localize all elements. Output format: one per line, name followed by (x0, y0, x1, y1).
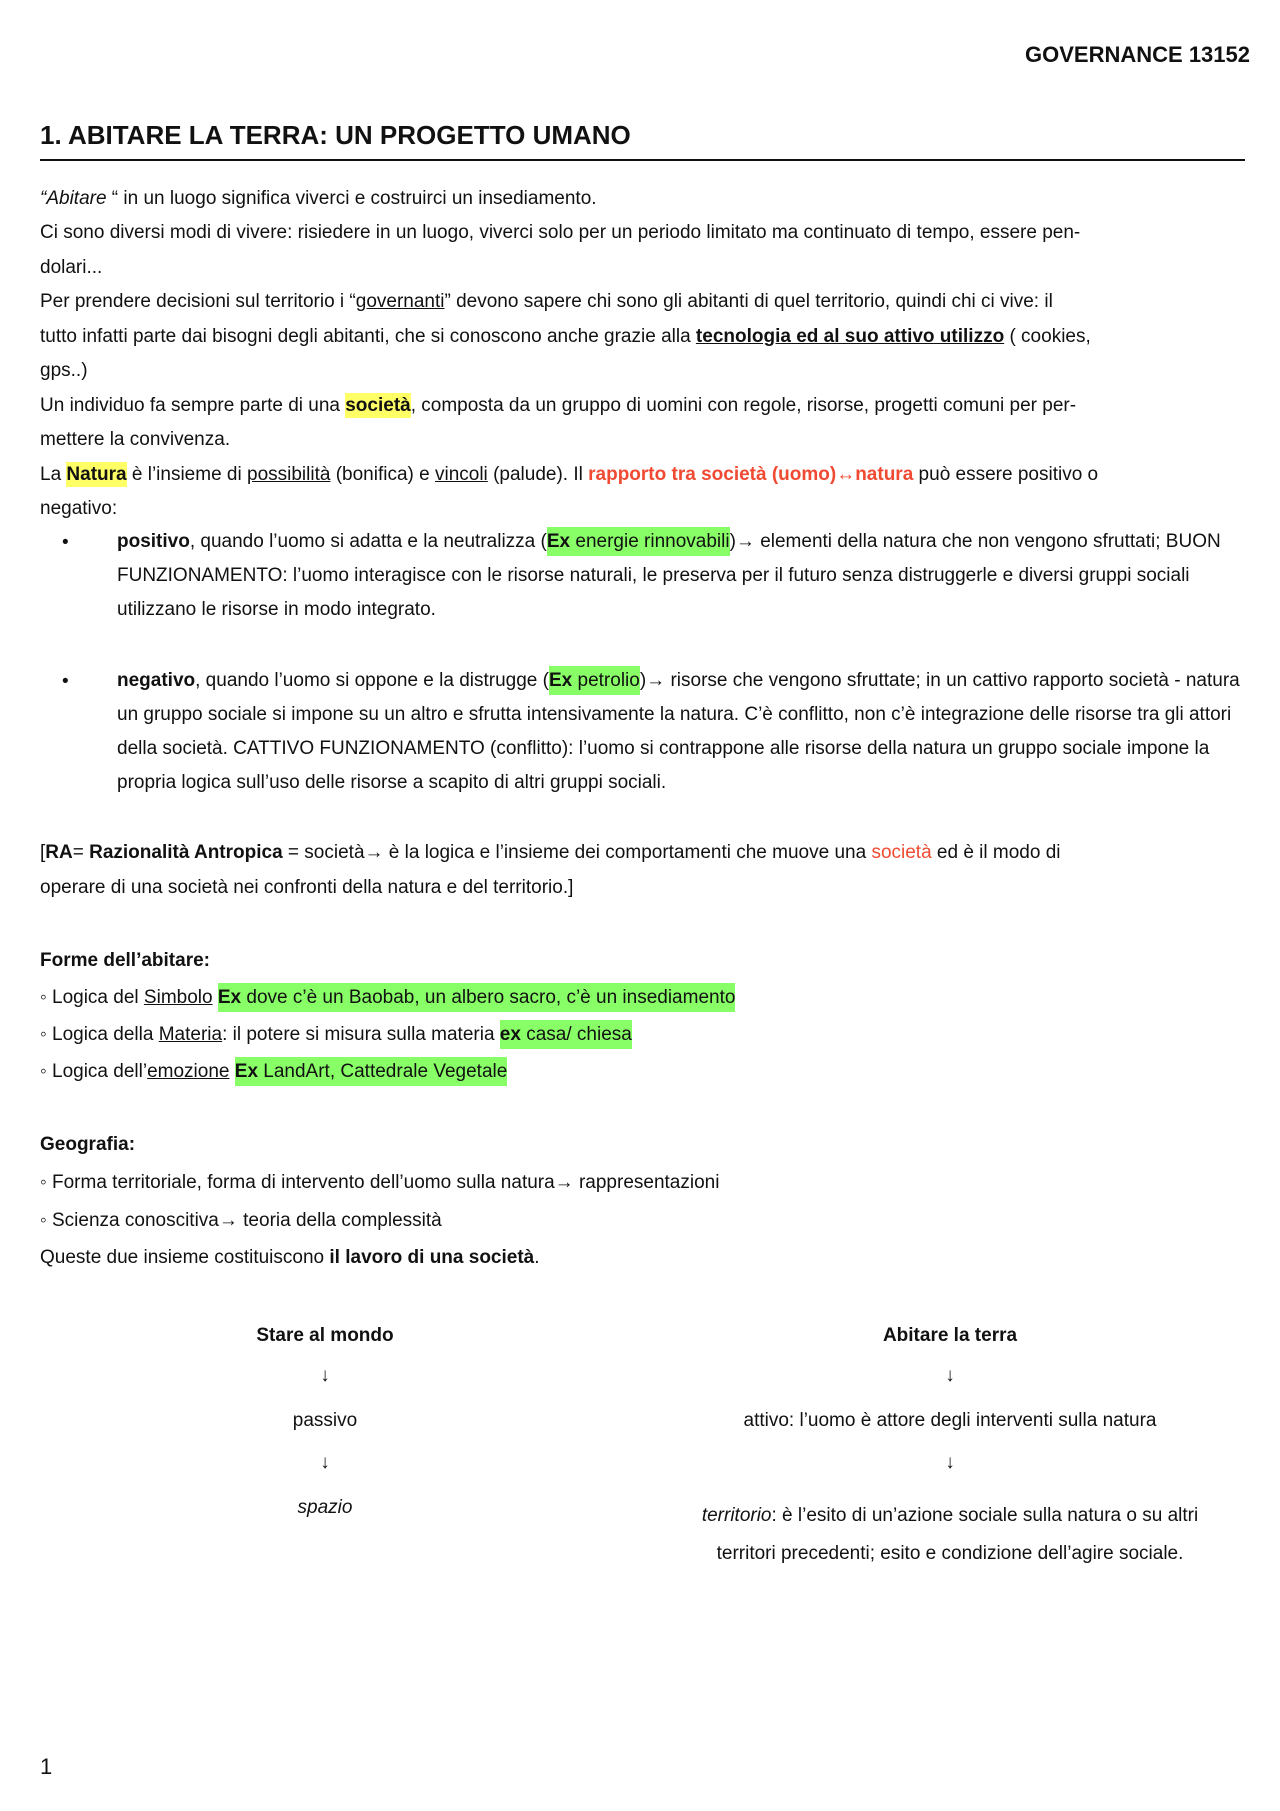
natura-highlight: Natura (66, 464, 127, 485)
column-end: territorio: è l’esito di un’azione sociale sulla natura o su altri territori precedenti; esito e condizione dell’agire sociale. (701, 1505, 1199, 1564)
intro-line-5: tutto infatti parte dai bisogni degli abitanti, che si conoscono anche grazie alla tecnologia ed al suo attivo utilizzo ( cookies, (40, 326, 1091, 347)
intro-line-8: mettere la convivenza. (40, 429, 231, 450)
societa-highlight: società (345, 395, 411, 416)
geografia-heading: Geografia: (40, 1134, 136, 1155)
intro-line-2: Ci sono diversi modi di vivere: risiedere in un luogo, viverci solo per un periodo limitato ma continuato di tempo, essere pen- (40, 222, 1081, 243)
column-title: Stare al mondo (256, 1325, 394, 1346)
geografia-item: ◦ Forma territoriale, forma di intervento dell’uomo sulla natura→ rappresentazioni (40, 1172, 720, 1193)
bullet-dot-positivo: • (62, 532, 69, 553)
example-highlight: Ex LandArt, Cattedrale Vegetale (235, 1057, 508, 1086)
bullet-dot-negativo: • (62, 671, 69, 692)
column-abitare-la-terra (660, 1325, 1240, 1573)
down-arrow: ↓ (945, 1365, 955, 1386)
ra-line-1: [RA= Razionalità Antropica = società→ è la logica e l’insieme dei comportamenti che muove una società ed è il modo di (40, 842, 1061, 863)
intro-line-3: dolari... (40, 257, 103, 278)
tecnologia-term: tecnologia ed al suo attivo utilizzo (695, 326, 1005, 347)
intro-line-7: Un individuo fa sempre parte di una società, composta da un gruppo di uomini con regole, risorse, progetti comuni per per- (40, 395, 1077, 416)
forme-item: ◦ Logica del Simbolo Ex dove c’è un Baobab, un albero sacro, c’è un insediamento (40, 985, 735, 1011)
down-arrow: ↓ (945, 1452, 955, 1473)
forme-item: ◦ Logica della Materia: il potere si misura sulla materia ex casa/ chiesa (40, 1022, 632, 1048)
intro-line-10: negativo: (40, 498, 118, 519)
column-mid: attivo: l’uomo è attore degli interventi sulla natura (743, 1410, 1157, 1431)
governanti-term: governanti (355, 291, 445, 312)
bullet-negativo: negativo, quando l’uomo si oppone e la distrugge (Ex petrolio)→ risorse che vengono sfruttate; in un cattivo rapporto società - natura un gruppo sociale si impone su un altro e sfrutta intensivamente la natura. C’è conflitto, non c’è integrazione delle risorse tra gli attori della società. CATTIVO FUNZIONAMENTO (conflitto): l’uomo si contrappone alle risorse della natura un gruppo sociale impone la propria logica sull’uso delle risorse a scapito di altri gruppi sociali. (117, 664, 1247, 800)
forme-heading: Forme dell’abitare: (40, 950, 210, 971)
page-number: 1 (40, 1754, 53, 1779)
course-code: GOVERNANCE 13152 (1025, 42, 1250, 67)
example-highlight: Ex dove c’è un Baobab, un albero sacro, c’è un insediamento (218, 983, 736, 1012)
geografia-item: ◦ Scienza conoscitiva→ teoria della complessità (40, 1210, 442, 1231)
example-highlight: Ex energie rinnovabili (547, 527, 730, 556)
column-stare-al-mondo (160, 1325, 490, 1519)
column-end: spazio (297, 1497, 353, 1518)
intro-line-6: gps..) (40, 360, 88, 381)
intro-line-4: Per prendere decisioni sul territorio i “governanti” devono sapere chi sono gli abitanti di quel territorio, quindi chi ci vive: il (40, 291, 1053, 312)
example-highlight: Ex petrolio (549, 666, 640, 695)
geografia-summary: Queste due insieme costituiscono il lavoro di una società. (40, 1247, 540, 1268)
example-highlight: ex casa/ chiesa (500, 1020, 632, 1049)
down-arrow: ↓ (320, 1365, 330, 1386)
rapporto-red-text: rapporto tra società (uomo)↔natura (588, 464, 914, 485)
abitare-term: “Abitare (40, 188, 107, 209)
column-title: Abitare la terra (882, 1325, 1018, 1346)
intro-line-1: “Abitare “ in un luogo significa viverci e costruirci un insediamento. (40, 188, 597, 209)
intro-line-9: La Natura è l’insieme di possibilità (bonifica) e vincoli (palude). Il rapporto tra società (uomo)↔natura può essere positivo o (40, 464, 1099, 485)
bullet-positivo: positivo, quando l’uomo si adatta e la neutralizza (Ex energie rinnovabili)→ elementi della natura che non vengono sfruttati; BUON FUNZIONAMENTO: l’uomo interagisce con le risorse naturali, le preserva per il futuro senza distruggerle e diversi gruppi sociali utilizzano le risorse in modo integrato. (117, 525, 1247, 627)
forme-item: ◦ Logica dell’emozione Ex LandArt, Cattedrale Vegetale (40, 1059, 507, 1085)
down-arrow: ↓ (320, 1452, 330, 1473)
ra-line-2: operare di una società nei confronti della natura e del territorio.] (40, 877, 574, 898)
column-mid: passivo (292, 1410, 358, 1431)
section-title: 1. ABITARE LA TERRA: UN PROGETTO UMANO (40, 120, 1245, 161)
